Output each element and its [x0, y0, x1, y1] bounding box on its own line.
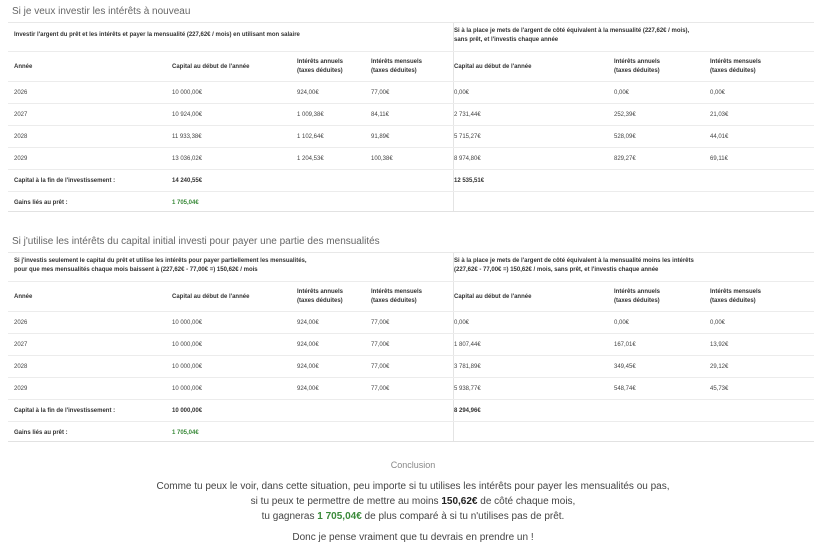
- annuels-cell: 1 102,64€: [297, 134, 324, 140]
- capital-right-cell: 5 938,77€: [454, 386, 481, 392]
- annuels-cell: 1 009,38€: [297, 112, 324, 118]
- capital-fin-right: 12 535,51€: [454, 178, 485, 184]
- conclusion-line-1: Comme tu peux le voir, dans cette situation, peu importe si tu utilises les intérêts pour payer les mensualités ou pas,: [156, 481, 670, 492]
- section1-desc-row: [8, 23, 814, 52]
- gains-value: 1 705,04€: [172, 430, 199, 436]
- mensuels-cell: 77,00€: [371, 342, 390, 348]
- header-capital-right: Capital au début de l'année: [454, 64, 532, 70]
- conclusion-line-3-post: de plus comparé à si tu n'utilises pas de prêt.: [361, 511, 565, 522]
- mensuels-cell: 91,89€: [371, 134, 390, 140]
- section1-table: [8, 22, 814, 211]
- conclusion-line-3-pre: tu gagneras: [261, 511, 318, 522]
- capital-right-cell: 0,00€: [454, 320, 470, 326]
- section2-table: [8, 252, 814, 441]
- gains-row: [8, 421, 814, 442]
- section2-right-desc-1: Si à la place je mets de l'argent de côté équivalent à la mensualité moins les intérêts: [454, 258, 694, 264]
- mensuels-cell: 100,38€: [371, 156, 393, 162]
- mensuels-right-cell: 0,00€: [710, 320, 726, 326]
- capital-right-cell: 2 731,44€: [454, 112, 481, 118]
- capital-right-cell: 3 781,89€: [454, 364, 481, 370]
- conclusion-title: Conclusion: [390, 460, 436, 470]
- header-mensuels-2: (taxes déduites): [371, 298, 417, 304]
- capital-cell: 10 924,00€: [172, 112, 203, 118]
- header-capital: Capital au début de l'année: [172, 64, 250, 70]
- gains-row: [8, 191, 814, 212]
- mensuels-right-cell: 29,12€: [710, 364, 729, 370]
- header-annuels-1: Intérêts annuels: [297, 59, 344, 65]
- header-annuels-right-1: Intérêts annuels: [614, 59, 661, 65]
- table-row: [8, 147, 814, 170]
- header-annuels-2: (taxes déduites): [297, 68, 343, 74]
- mensuels-right-cell: 21,03€: [710, 112, 729, 118]
- conclusion-line-4: Donc je pense vraiment que tu devrais en prendre un !: [292, 532, 534, 543]
- section2-left-desc-2: pour que mes mensualités chaque mois baissent à (227,62€ - 77,00€ =) 150,62€ / mois: [14, 267, 258, 273]
- conclusion-line-2-post: de côté chaque mois,: [477, 496, 576, 507]
- annee-cell: 2026: [14, 90, 28, 96]
- section1-title: Si je veux investir les intérêts à nouveau: [12, 6, 191, 17]
- header-mensuels-right-2: (taxes déduites): [710, 298, 756, 304]
- gains-label: Gains liés au prêt :: [14, 200, 68, 206]
- section2-desc-row: [8, 253, 814, 282]
- capital-fin-row: [8, 399, 814, 422]
- annee-cell: 2029: [14, 386, 28, 392]
- mensuels-cell: 77,00€: [371, 386, 390, 392]
- capital-fin-label: Capital à la fin de l'investissement :: [14, 178, 116, 184]
- conclusion-amount-monthly: 150,62€: [441, 496, 478, 507]
- header-mensuels-right-2: (taxes déduites): [710, 68, 756, 74]
- capital-right-cell: 5 715,27€: [454, 134, 481, 140]
- annuels-right-cell: 349,45€: [614, 364, 636, 370]
- conclusion-amount-gain: 1 705,04€: [317, 511, 362, 522]
- capital-cell: 10 000,00€: [172, 320, 203, 326]
- annuels-right-cell: 252,39€: [614, 112, 636, 118]
- annee-cell: 2028: [14, 134, 28, 140]
- gains-label: Gains liés au prêt :: [14, 430, 68, 436]
- header-mensuels-1: Intérêts mensuels: [371, 289, 423, 295]
- header-mensuels-1: Intérêts mensuels: [371, 59, 423, 65]
- annee-cell: 2028: [14, 364, 28, 370]
- annuels-right-cell: 548,74€: [614, 386, 636, 392]
- annuels-cell: 924,00€: [297, 342, 319, 348]
- annee-cell: 2026: [14, 320, 28, 326]
- annee-cell: 2027: [14, 112, 28, 118]
- gains-value: 1 705,04€: [172, 200, 199, 206]
- mensuels-cell: 77,00€: [371, 320, 390, 326]
- capital-fin-row: [8, 169, 814, 192]
- mensuels-cell: 77,00€: [371, 364, 390, 370]
- mensuels-right-cell: 69,11€: [710, 156, 728, 162]
- capital-cell: 10 000,00€: [172, 364, 203, 370]
- header-mensuels-2: (taxes déduites): [371, 68, 417, 74]
- conclusion-line-3: [0, 511, 826, 522]
- capital-cell: 10 000,00€: [172, 90, 203, 96]
- section1-left-desc: Investir l'argent du prêt et les intérêts et payer la mensualité (227,62€ / mois) en utilisant mon salaire: [14, 32, 300, 38]
- capital-cell: 13 036,02€: [172, 156, 203, 162]
- section1-right-desc-1: Si à la place je mets de l'argent de côté équivalent à la mensualité (227,62€ / mois),: [454, 28, 690, 34]
- section2-left-desc-1: Si j'investis seulement le capital du prêt et utilise les intérêts pour payer partiellement les mensualités,: [14, 258, 307, 264]
- header-mensuels-right-1: Intérêts mensuels: [710, 289, 762, 295]
- header-mensuels-right-1: Intérêts mensuels: [710, 59, 762, 65]
- mensuels-cell: 77,00€: [371, 90, 390, 96]
- table-row: [8, 81, 814, 104]
- mensuels-right-cell: 0,00€: [710, 90, 726, 96]
- capital-right-cell: 0,00€: [454, 90, 470, 96]
- annuels-cell: 924,00€: [297, 90, 319, 96]
- conclusion-line-2: [0, 496, 826, 507]
- header-annuels-right-2: (taxes déduites): [614, 68, 660, 74]
- header-annee: Année: [14, 294, 33, 300]
- annuels-right-cell: 528,09€: [614, 134, 636, 140]
- capital-fin-left: 14 240,55€: [172, 178, 203, 184]
- header-annuels-right-1: Intérêts annuels: [614, 289, 661, 295]
- section2-header-row: [8, 281, 814, 312]
- mensuels-right-cell: 13,92€: [710, 342, 729, 348]
- capital-fin-label: Capital à la fin de l'investissement :: [14, 408, 116, 414]
- annuels-right-cell: 829,27€: [614, 156, 636, 162]
- mensuels-right-cell: 45,73€: [710, 386, 729, 392]
- table-row: [8, 125, 814, 148]
- capital-right-cell: 1 807,44€: [454, 342, 481, 348]
- capital-cell: 10 000,00€: [172, 386, 203, 392]
- header-annee: Année: [14, 64, 33, 70]
- section1-header-row: [8, 51, 814, 82]
- capital-right-cell: 8 974,80€: [454, 156, 481, 162]
- conclusion-line-2-pre: si tu peux te permettre de mettre au moins: [250, 496, 442, 507]
- header-capital-right: Capital au début de l'année: [454, 294, 532, 300]
- capital-fin-right: 8 294,96€: [454, 408, 481, 414]
- capital-fin-left: 10 000,00€: [172, 408, 203, 414]
- mensuels-right-cell: 44,01€: [710, 134, 729, 140]
- annuels-cell: 924,00€: [297, 320, 319, 326]
- annee-cell: 2027: [14, 342, 28, 348]
- annee-cell: 2029: [14, 156, 28, 162]
- header-annuels-1: Intérêts annuels: [297, 289, 344, 295]
- mensuels-cell: 84,11€: [371, 112, 389, 118]
- section1-right-desc-2: sans prêt, et l'investis chaque année: [454, 37, 559, 43]
- header-annuels-2: (taxes déduites): [297, 298, 343, 304]
- annuels-right-cell: 0,00€: [614, 320, 630, 326]
- table-row: [8, 103, 814, 126]
- annuels-right-cell: 0,00€: [614, 90, 630, 96]
- annuels-cell: 1 204,53€: [297, 156, 324, 162]
- header-capital: Capital au début de l'année: [172, 294, 250, 300]
- section2-right-desc-2: (227,62€ - 77,00€ =) 150,62€ / mois, sans prêt, et l'investis chaque année: [454, 267, 659, 273]
- capital-cell: 10 000,00€: [172, 342, 203, 348]
- annuels-cell: 924,00€: [297, 364, 319, 370]
- annuels-cell: 924,00€: [297, 386, 319, 392]
- capital-cell: 11 933,38€: [172, 134, 202, 140]
- header-annuels-right-2: (taxes déduites): [614, 298, 660, 304]
- table-row: [8, 355, 814, 378]
- table-row: [8, 377, 814, 400]
- table-row: [8, 311, 814, 334]
- table-row: [8, 333, 814, 356]
- annuels-right-cell: 167,01€: [614, 342, 636, 348]
- section2-title: Si j'utilise les intérêts du capital initial investi pour payer une partie des mensualités: [12, 236, 380, 247]
